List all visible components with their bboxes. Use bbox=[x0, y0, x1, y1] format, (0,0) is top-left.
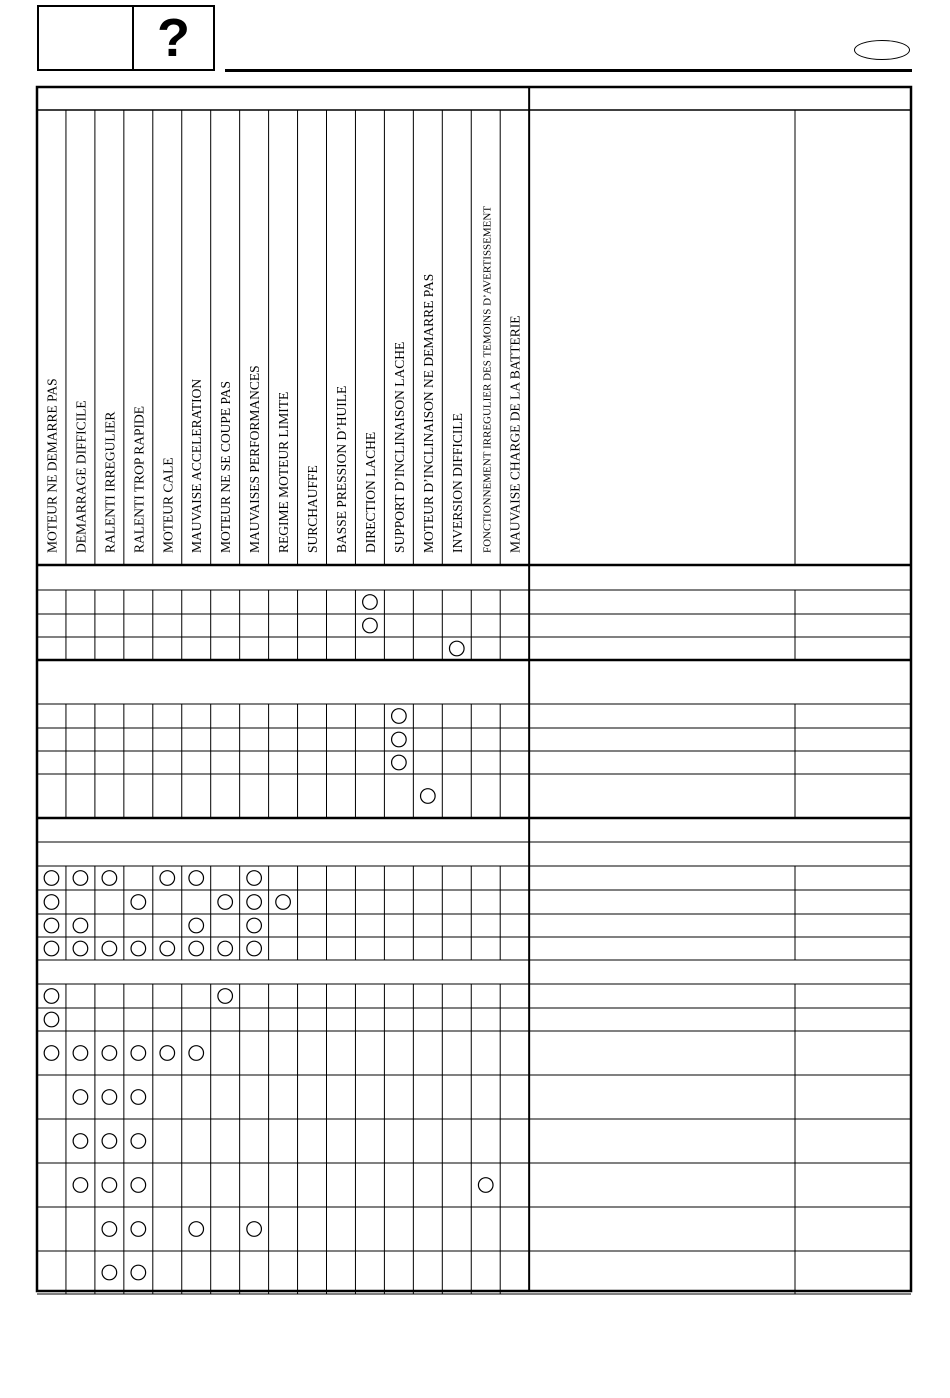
check-circle-mark bbox=[73, 1134, 88, 1149]
check-circle-mark bbox=[363, 595, 378, 610]
check-circle-mark bbox=[160, 941, 175, 956]
check-circle-mark bbox=[160, 871, 175, 886]
column-label: MOTEUR CALE bbox=[160, 457, 176, 553]
question-mark-icon: ? bbox=[157, 8, 190, 68]
check-circle-mark bbox=[102, 1090, 117, 1105]
check-circle-mark bbox=[392, 732, 407, 747]
check-circle-mark bbox=[102, 1178, 117, 1193]
check-circle-mark bbox=[131, 1134, 146, 1149]
check-circle-mark bbox=[131, 1265, 146, 1280]
check-circle-mark bbox=[73, 1090, 88, 1105]
column-label: BASSE PRESSION D’HUILE bbox=[333, 385, 349, 553]
check-circle-mark bbox=[44, 989, 59, 1004]
check-circle-mark bbox=[131, 1178, 146, 1193]
check-circle-mark bbox=[449, 641, 464, 656]
check-circle-mark bbox=[189, 918, 204, 933]
check-circle-mark bbox=[102, 1046, 117, 1061]
check-circle-mark bbox=[131, 1046, 146, 1061]
check-circle-mark bbox=[131, 941, 146, 956]
check-circle-mark bbox=[218, 895, 233, 910]
check-circle-mark bbox=[276, 895, 291, 910]
check-circle-mark bbox=[44, 1046, 59, 1061]
check-circle-mark bbox=[73, 1178, 88, 1193]
check-circle-mark bbox=[102, 1134, 117, 1149]
check-circle-mark bbox=[131, 1222, 146, 1237]
check-circle-mark bbox=[102, 871, 117, 886]
check-circle-mark bbox=[478, 1178, 493, 1193]
check-circle-mark bbox=[44, 871, 59, 886]
check-circle-mark bbox=[102, 1222, 117, 1237]
check-circle-mark bbox=[247, 895, 262, 910]
column-label: FONCTIONNEMENT IRREGULIER DES TEMOINS D’AVERTISSEMENT bbox=[481, 205, 494, 553]
check-circle-mark bbox=[44, 941, 59, 956]
column-label: RALENTI IRREGULIER bbox=[102, 411, 118, 553]
column-label: MOTEUR NE SE COUPE PAS bbox=[218, 380, 234, 553]
column-label: MAUVAISE CHARGE DE LA BATTERIE bbox=[507, 315, 523, 553]
column-label: DEMARRAGE DIFFICILE bbox=[73, 400, 89, 553]
check-circle-mark bbox=[392, 709, 407, 724]
check-circle-mark bbox=[247, 871, 262, 886]
check-circle-mark bbox=[189, 1046, 204, 1061]
table-frame bbox=[37, 87, 911, 1291]
check-circle-mark bbox=[44, 918, 59, 933]
check-circle-mark bbox=[247, 1222, 262, 1237]
check-circle-mark bbox=[247, 941, 262, 956]
check-circle-mark bbox=[392, 755, 407, 770]
check-circle-mark bbox=[218, 989, 233, 1004]
check-circle-mark bbox=[189, 1222, 204, 1237]
check-circle-mark bbox=[73, 1046, 88, 1061]
check-circle-mark bbox=[131, 1090, 146, 1105]
check-circle-mark bbox=[160, 1046, 175, 1061]
check-circle-mark bbox=[102, 941, 117, 956]
column-label: MAUVAISES PERFORMANCES bbox=[247, 365, 263, 553]
check-circle-mark bbox=[421, 789, 436, 804]
check-circle-mark bbox=[189, 871, 204, 886]
check-circle-mark bbox=[131, 895, 146, 910]
check-circle-mark bbox=[44, 1012, 59, 1027]
column-label: RALENTI TROP RAPIDE bbox=[131, 405, 147, 553]
check-circle-mark bbox=[102, 1265, 117, 1280]
check-circle-mark bbox=[363, 618, 378, 633]
column-label: MOTEUR NE DEMARRE PAS bbox=[44, 378, 60, 553]
check-circle-mark bbox=[247, 918, 262, 933]
column-label: INVERSION DIFFICILE bbox=[449, 413, 465, 553]
check-circle-mark bbox=[73, 918, 88, 933]
check-circle-mark bbox=[44, 895, 59, 910]
column-label: REGIME MOTEUR LIMITE bbox=[276, 391, 292, 553]
column-label: SUPPORT D’INCLINAISON LACHE bbox=[391, 341, 407, 553]
check-circle-mark bbox=[73, 941, 88, 956]
check-circle-mark bbox=[73, 871, 88, 886]
column-label: MAUVAISE ACCELERATION bbox=[189, 378, 205, 553]
column-label: SURCHAUFFE bbox=[305, 465, 321, 553]
column-label: MOTEUR D’INCLINAISON NE DEMARRE PAS bbox=[420, 273, 436, 553]
check-circle-mark bbox=[218, 941, 233, 956]
column-label: DIRECTION LACHE bbox=[362, 431, 378, 553]
check-circle-mark bbox=[189, 941, 204, 956]
